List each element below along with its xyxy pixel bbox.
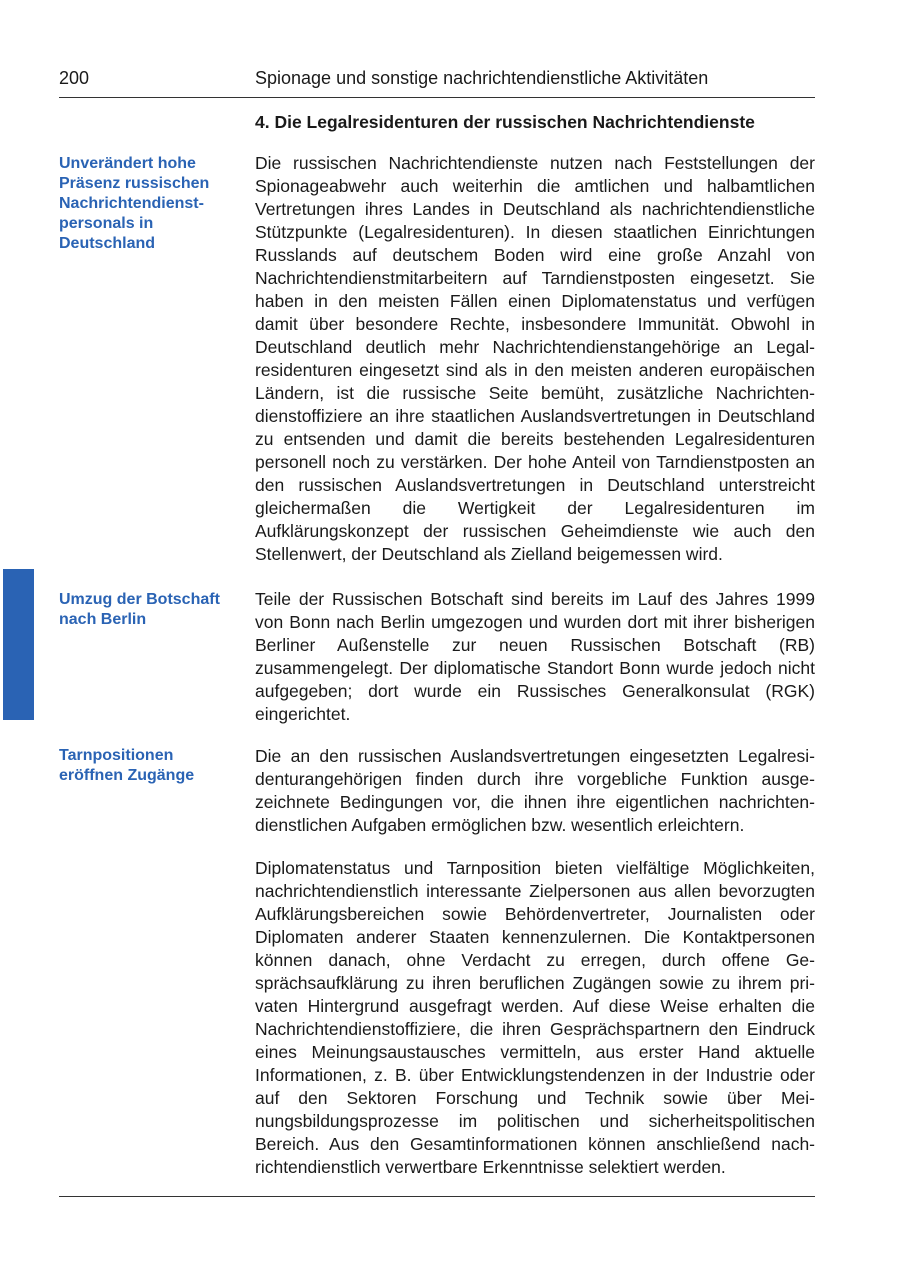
running-title: Spionage und sonstige nachrichtendienstliche Aktivitäten: [255, 68, 709, 88]
footer-rule: [59, 1196, 815, 1197]
chapter-tab-marker: [3, 569, 34, 720]
margin-note-presence: Unverändert hohe Präsenz russischen Nachrichtendienstpersonals in Deutschland: [59, 155, 210, 252]
page-number: 200: [59, 68, 90, 88]
paragraph-cover-functions: Die an den russischen Auslandsvertretungen eingesetzten Legalresidenturangehörigen finden durch ihre vorgebliche Funktion ausgezeichnete Bedingungen vor, die ihnen ihre eigentlichen nachrichtendienstlichen Aufgaben ermöglichen bzw. wesentlich erleichtern.: [255, 746, 815, 835]
paragraph-legalresidenturen: Die russischen Nachrichtendienste nutzen nach Feststellungen der Spionageabwehr auch weiterhin die amtlichen und halbamtlichen Vertretungen ihres Landes in Deutschland als nachrichtendienstliche Stützpunkte (Legalresidenturen). In diesen staatlichen Einrichtungen Russlands auf deutschem Boden wird eine große Anzahl von Nachrichtendienstmitarbeitern auf Tarndienstposten eingesetzt. Sie haben in den meisten Fällen einen Diplomatenstatus und verfügen damit über besondere Rechte, insbesondere Immunität. Obwohl in Deutschland deutlich mehr Nachrichtendienstangehörige an Legalresidenturen eingesetzt sind als in den meisten anderen europäischen Ländern, ist die russische Seite bemüht, zusätzliche Nachrichtendienstoffiziere an ihre staatlichen Auslandsvertretungen in Deutschland zu entsenden und damit die bereits bestehenden Legalresidenturen personell noch zu verstärken. Der hohe Anteil von Tarndienstposten an den russischen Auslandsvertretungen in Deutschland unterstreicht gleichermaßen die Wertigkeit der Legalresidenturen im Aufklärungskonzept der russischen Geheimdienste wie auch den Stellenwert, der Deutschland als Zielland beigemessen wird.: [255, 153, 815, 564]
paragraph-diplomatic-status: Diplomatenstatus und Tarnposition bieten vielfältige Möglichkeiten, nachrichtendienstlich interessante Zielpersonen aus allen bevorzugten Aufklärungsbereichen sowie Behördenvertreter, Journalisten oder Diplomaten anderer Staaten kennenzulernen. Die Kontaktpersonen können danach, ohne Verdacht zu erregen, durch offene Gesprächsaufklärung zu ihren beruflichen Zugängen sowie zu ihrem privaten Hintergrund ausgefragt werden. Auf diese Weise erhalten die Nachrichtendienstoffiziere, die ihren Gesprächspartnern den Eindruck eines Meinungsaustausches vermitteln, aus erster Hand aktuelle Informationen, z. B. über Entwicklungstendenzen in der Industrie oder auf den Sektoren Forschung und Technik sowie über Meinungsbildungsprozesse im politischen und sicherheitspolitischen Bereich. Aus den Gesamtinformationen können anschließend nachrichtendienstlich verwertbare Erkenntnisse selektiert werden.: [255, 858, 815, 1177]
section-heading: 4. Die Legalresidenturen der russischen Nachrichtendienste: [255, 112, 755, 132]
page-header: [59, 66, 815, 98]
margin-note-relocation: Umzug der Botschaft nach Berlin: [59, 591, 220, 628]
margin-note-cover-positions: Tarnpositionen eröffnen Zugänge: [59, 747, 195, 784]
paragraph-embassy-relocation: Teile der Russischen Botschaft sind bereits im Lauf des Jahres 1999 von Bonn nach Berlin umgezogen und wurden dort mit ihrer bisherigen Berliner Außenstelle zur neuen Russischen Botschaft (RB) zusammengelegt. Der diplomatische Standort Bonn wurde jedoch nicht aufgegeben; dort wurde ein Russisches Generalkonsulat (RGK) eingerichtet.: [255, 589, 815, 724]
